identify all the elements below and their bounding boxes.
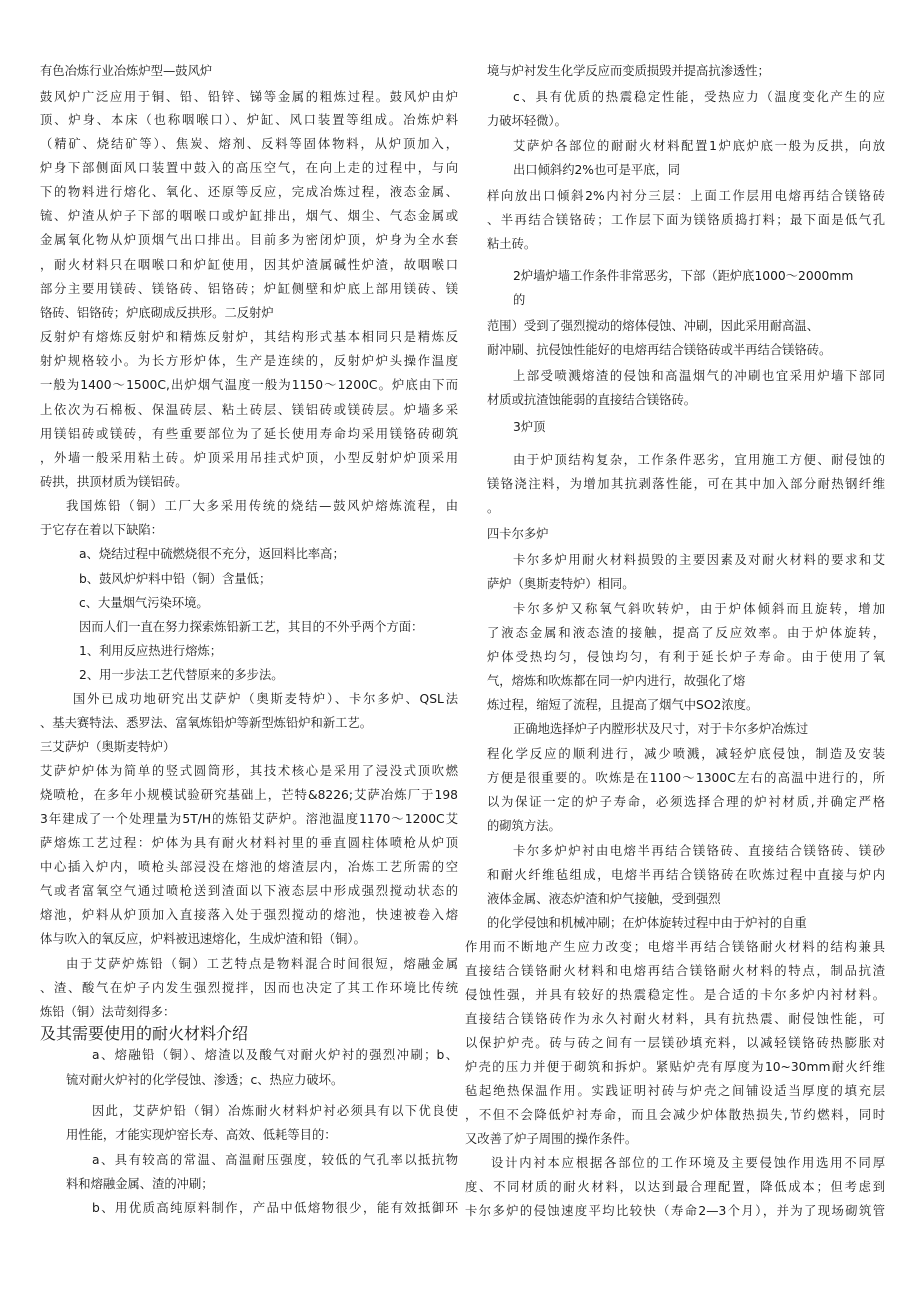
- text-line: 体与吹入的氧反应，炉料被迅速熔化，生成炉渣和铅（铜）。: [40, 932, 366, 946]
- text-line: 萨炉（奥斯麦特炉）相同。: [487, 577, 635, 591]
- text-line: 卡尔多炉炉衬由电熔半再结合镁铬砖、直接结合镁铬砖、镁砂: [513, 844, 885, 858]
- text-line: 2炉墙炉墙工作条件非常恶劣，下部（距炉底1000〜2000mm: [513, 269, 854, 283]
- text-line: 萨熔炼工艺过程：炉体为具有耐火材料衬里的垂直圆柱体喷枪从炉顶: [40, 836, 458, 850]
- list-item: a、具有较高的常温、高温耐压强度，较低的气孔率以抵抗物: [92, 1153, 458, 1167]
- text-line: 。: [487, 501, 500, 515]
- text-line: 又改善了炉子周围的操作条件。: [465, 1132, 638, 1146]
- list-item: a、烧结过程中硫燃烧很不充分，返回料比率高；: [79, 547, 345, 561]
- text-line: ，不但不会降低炉衬寿命，而且会减少炉体散热损失,节约燃料，同时: [465, 1108, 885, 1122]
- text-line: 设计内衬本应根据各部位的工作环境及主要侵蚀作用选用不同厚: [491, 1156, 885, 1170]
- text-line: ，耐火材料只在咽喉口和炉缸使用，因其炉渣属碱性炉渣，故咽喉口: [40, 258, 458, 272]
- list-item: c、大量烟气污染环境。: [79, 596, 209, 610]
- section-heading: 三艾萨炉（奥斯麦特炉）: [40, 740, 176, 754]
- text-line: 上部受喷溅熔渣的侵蚀和高温烟气的冲刷也宜采用炉墙下部同: [513, 369, 885, 383]
- text-line: 中心插入炉内，喷枪头部浸没在熔池的熔渣层内，冶炼工艺所需的空: [40, 860, 458, 874]
- text-line: 程化学反应的顺利进行，减少喷溅，减轻炉底侵蚀，制造及安装: [487, 747, 885, 761]
- text-line: 作用而不断地产生应力改变；电熔半再结合镁铬耐火材料的结构兼具: [465, 940, 885, 954]
- text-line: 、基夫赛特法、悉罗法、富氧炼铅炉等新型炼铅炉和新工艺。: [40, 716, 373, 730]
- section-heading: 四卡尔多炉: [487, 527, 549, 541]
- text-line: 炉身下部侧面风口装置中鼓入的高压空气，在向上走的过程中，与向: [40, 161, 458, 175]
- text-line: 砖拱，拱顶材质为镁铝砖。: [40, 475, 188, 489]
- text-line: 卡尔多炉又称氧气斜吹转炉，由于炉体倾斜而且旋转，增加: [513, 602, 885, 616]
- text-line: 由于艾萨炉炼铅（铜）工艺特点是物料混合时间很短，熔融金属: [66, 957, 458, 971]
- text-line: 射炉规格较小。为长方形炉体，生产是连续的，反射炉炉头操作温度: [40, 354, 458, 368]
- text-line: 反射炉有熔炼反射炉和精炼反射炉，其结构形式基本相同只是精炼反: [40, 330, 458, 344]
- text-line: 耐冲刷、抗侵蚀性能好的电熔再结合镁铬砖或半再结合镁铬砖。: [487, 343, 832, 357]
- text-line: 正确地选择炉子内膛形状及尺寸，对于卡尔多炉冶炼过: [513, 722, 809, 736]
- text-line: ，外墙一般采用粘土砖。炉顶采用吊挂式炉顶，小型反射炉炉顶采用: [40, 451, 458, 465]
- text-line: 3年建成了一个处理量为5T/H的炼铅艾萨炉。溶池温度1170〜1200C艾: [40, 812, 458, 826]
- text-line: 于它存在着以下缺陷：: [40, 523, 163, 537]
- subsection-heading: 3炉顶: [513, 420, 546, 434]
- text-line: 样向放出口倾斜2%内衬分三层：上面工作层用电熔再结合镁铬砖: [487, 189, 885, 203]
- text-line: 炉体受热均匀，侵蚀均匀，有利于延长炉子寿命。由于使用了氧: [487, 650, 885, 664]
- text-line: 卡尔多炉的侵蚀速度平均比较快（寿命2—3个月），并为了现场砌筑管: [465, 1204, 885, 1218]
- text-line: 的化学侵蚀和机械冲刷；在炉体旋转过程中由于炉衬的自重: [487, 916, 807, 930]
- text-line: 因此，艾萨炉铅（铜）冶炼耐火材料炉衬必须具有以下优良使: [92, 1104, 458, 1118]
- text-line: 毡起绝热保温作用。实践证明衬砖与炉壳之间铺设适当厚度的填充层: [465, 1084, 885, 1098]
- text-line: 、渣、酸气在炉子内发生强烈搅拌，因而也决定了其工作环境比传统: [40, 981, 458, 995]
- text-line: 一般为1400〜1500C,出炉烟气温度一般为1150〜1200C。炉底由下而: [40, 378, 458, 392]
- text-line: 料和熔融金属、渣的冲刷；: [66, 1177, 214, 1191]
- text-line: 顶、炉身、本床（也称咽喉口）、炉缸、风口装置等组成。冶炼炉料: [40, 113, 458, 127]
- text-line: 的砌筑方法。: [487, 819, 561, 833]
- text-line: 侵蚀性强，并具有较好的热震稳定性。是合适的卡尔多炉内衬材料。: [465, 988, 885, 1002]
- text-line: 艾萨炉各部位的耐耐火材料配置1炉底炉底一般为反拱，向放: [513, 139, 885, 153]
- text-line: 度、不同材质的耐火材料，以达到最合理配置，降低成本；但考虑到: [465, 1180, 885, 1194]
- text-line: 范围）受到了强烈搅动的熔体侵蚀、冲刷，因此采用耐高温、: [487, 319, 820, 333]
- text-line: 我国炼铅（铜）工厂大多采用传统的烧结—鼓风炉熔炼流程，由: [66, 499, 458, 513]
- text-line: 部分主要用镁砖、镁铬砖、铝铬砖；炉缸侧壁和炉底上部用镁砖、镁: [40, 282, 458, 296]
- text-line: 气或者富氧空气通过喷枪送到渣面以下液态层中形成强烈搅动状态的: [40, 884, 458, 898]
- text-line: （精矿、烧结矿等）、焦炭、熔剂、反料等固体物料，从炉顶加入，: [40, 137, 458, 151]
- text-line: 材质或抗渣蚀能弱的直接结合镁铬砖。: [487, 393, 697, 407]
- text-line: 锍对耐火炉衬的化学侵蚀、渗透；c、热应力破坏。: [66, 1073, 344, 1087]
- list-item: c、具有优质的热震稳定性能，受热应力（温度变化产生的应: [513, 90, 885, 104]
- text-line: 炼铅（铜）法苛刻得多：: [40, 1005, 176, 1019]
- text-line: 金属氧化物从炉顶烟气出口排出。目前多为密闭炉顶，炉身为全水套: [40, 233, 458, 247]
- text-line: 境与炉衬发生化学反应而变质损毁并提高抗渗透性；: [487, 64, 770, 78]
- text-line: 直接结合镁铬耐火材料和电熔再结合镁铬耐火材料的特点，制品抗渣: [465, 964, 885, 978]
- text-line: 直接结合镁铬砖作为永久衬耐火材料，具有抗热震、耐侵蚀性能，可: [465, 1012, 885, 1026]
- text-line: 国外已成功地研究出艾萨炉（奥斯麦特炉）、卡尔多炉、QSL法: [73, 692, 458, 706]
- text-line: 鼓风炉广泛应用于铜、铅、铅锌、锑等金属的粗炼过程。鼓风炉由炉: [40, 90, 458, 104]
- text-line: 、半再结合镁铬砖；工作层下面为镁铬质捣打料；最下面是低气孔: [487, 213, 885, 227]
- page-title: 有色冶炼行业冶炼炉型—鼓风炉: [40, 64, 213, 78]
- text-line: 炉壳的压力并便于砌筑和拆炉。紧贴炉壳有厚度为10~30mm耐火纤维: [465, 1060, 885, 1074]
- list-item: b、鼓风炉炉料中铅（铜）含量低；: [79, 572, 272, 586]
- list-item: 1、利用反应热进行熔炼；: [79, 644, 223, 658]
- text-line: 液体金属、液态炉渣和炉气接触，受到强烈: [487, 892, 721, 906]
- text-line: 卡尔多炉用耐火材料损毁的主要因素及对耐火材料的要求和艾: [513, 553, 885, 567]
- text-line: 力破坏轻微）。: [487, 114, 567, 128]
- text-line: 以为保证一定的炉子寿命，必须选择合理的炉衬材质,并确定严格: [487, 795, 885, 809]
- text-line: 方便是很重要的。吹炼是在1100〜1300C左右的高温中进行的，所: [487, 771, 885, 785]
- text-line: 用镁铝砖或镁砖，有些重要部位为了延长使用寿命均采用镁铬砖砌筑: [40, 427, 458, 441]
- text-line: 了液态金属和液态渣的接触，提高了反应效率。由于炉体旋转，: [487, 626, 885, 640]
- text-line: 以保护炉壳。砖与砖之间有一层镁砂填充料，以减轻镁铬砖热膨胀对: [465, 1036, 885, 1050]
- text-line: 熔池，炉料从炉顶加入直接落入处于强烈搅动的熔池，快速被卷入熔: [40, 908, 458, 922]
- text-line: 镁铬浇注料，为增加其抗剥落性能，可在其中加入部分耐热钢纤维: [487, 477, 885, 491]
- text-line: 粘土砖。: [487, 237, 537, 251]
- text-line: 烧喷枪，在多年小规模试验研究基础上，芒特&8226;艾萨冶炼厂于198: [40, 788, 458, 802]
- text-line: 出口倾斜约2%也可是平底，同: [513, 163, 681, 177]
- text-line: 因而人们一直在努力探索炼铅新工艺，其目的不外乎两个方面：: [79, 620, 424, 634]
- text-line: 用性能，才能实现炉窑长寿、高效、低耗等目的：: [66, 1128, 337, 1142]
- text-line: 由于炉顶结构复杂，工作条件恶劣，宜用施工方便、耐侵蚀的: [513, 453, 885, 467]
- text-line: 上依次为石棉板、保温砖层、粘土砖层、镁铝砖或镁砖层。炉墙多采: [40, 403, 458, 417]
- text-line: 炼过程，缩短了流程，且提高了烟气中SO2浓度。: [487, 698, 759, 712]
- list-item: b、用优质高纯原料制作，产品中低熔物很少，能有效抵御环: [92, 1201, 458, 1215]
- text-line: 艾萨炉炉体为简单的竖式圆筒形，其技术核心是采用了浸没式顶吹燃: [40, 764, 458, 778]
- text-line: 气，熔炼和吹炼都在同一炉内进行，故强化了熔: [487, 674, 746, 688]
- text-line: 下的物料进行熔化、氧化、还原等反应，完成冶炼过程，液态金属、: [40, 185, 458, 199]
- text-line: 锍、炉渣从炉子下部的咽喉口或炉缸排出，烟气、烟尘、气态金属或: [40, 209, 458, 223]
- text-line: 和耐火纤维毡组成，电熔半再结合镁铬砖在吹炼过程中直接与炉内: [487, 868, 885, 882]
- section-heading: 及其需要使用的耐火材料介绍: [40, 1024, 249, 1043]
- text-line: 铬砖、铝铬砖；炉底砌成反拱形。二反射炉: [40, 306, 274, 320]
- text-line: 的: [513, 293, 526, 307]
- text-line: a、熔融铅（铜）、熔渣以及酸气对耐火炉衬的强烈冲刷；b、: [92, 1048, 458, 1062]
- list-item: 2、用一步法工艺代替原来的多步法。: [79, 668, 284, 682]
